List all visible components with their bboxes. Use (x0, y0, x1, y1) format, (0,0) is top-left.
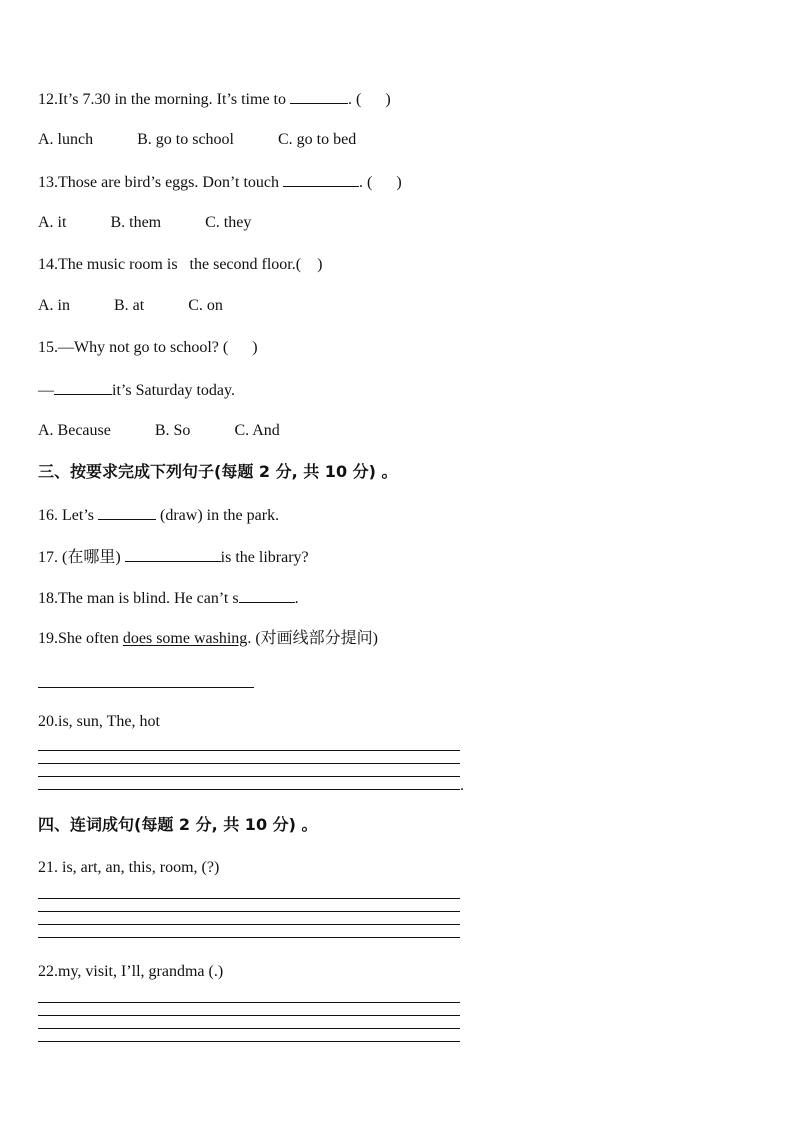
answer-blank[interactable] (98, 504, 156, 520)
period-mark: . (460, 777, 464, 794)
option-b[interactable]: B. them (110, 214, 162, 231)
writing-line[interactable] (38, 1028, 460, 1029)
underlined-phrase: does some washing (122, 630, 248, 647)
question-12-stem: 12.It’s 7.30 in the morning. It’s time to (38, 91, 290, 108)
question-13-stem: 13.Those are bird’s eggs. Don’t touch (38, 174, 283, 191)
answer-blank[interactable] (125, 546, 221, 562)
answer-blank[interactable] (54, 379, 112, 395)
writing-line[interactable] (38, 937, 460, 938)
question-15-answer-line (38, 379, 235, 401)
writing-line[interactable] (38, 1015, 460, 1016)
dash: — (38, 382, 54, 399)
question-12-options (38, 130, 400, 150)
question-16: 16. Let’s (draw) in the park. (38, 504, 279, 526)
option-c[interactable]: C. they (205, 214, 252, 231)
question-21: 21. is, art, an, this, room, (?) (38, 859, 220, 876)
writing-line[interactable] (38, 789, 460, 790)
option-a[interactable]: A. it (38, 214, 67, 231)
question-14-options (38, 296, 267, 316)
writing-line[interactable] (38, 1041, 460, 1042)
option-a[interactable]: A. in (38, 297, 70, 314)
writing-line[interactable] (38, 750, 460, 751)
question-14-stem: 14.The music room is the second floor.( ) (38, 256, 323, 273)
option-a[interactable]: A. Because (38, 422, 111, 439)
answer-bracket: . ( ) (347, 91, 391, 108)
writing-line[interactable] (38, 911, 460, 912)
section-3-title: 三、按要求完成下列句子(每题 2 分, 共 10 分) 。 (38, 462, 398, 481)
option-c[interactable]: C. go to bed (278, 131, 357, 148)
answer-blank[interactable] (283, 171, 359, 187)
question-15-stem: 15.—Why not go to school? ( ) (38, 339, 258, 356)
question-12 (38, 88, 391, 110)
answer-line-19[interactable] (38, 687, 254, 688)
writing-line[interactable] (38, 763, 460, 764)
answer-bracket: . ( ) (359, 174, 402, 191)
writing-line[interactable] (38, 898, 460, 899)
writing-line[interactable] (38, 924, 460, 925)
question-20: 20.is, sun, The, hot (38, 713, 160, 730)
question-19: 19.She often does some washing. (对画线部分提问) (38, 630, 378, 647)
question-13-options (38, 213, 295, 233)
question-18: 18.The man is blind. He can’t s . (38, 587, 299, 609)
question-13 (38, 171, 402, 193)
question-22: 22.my, visit, I’ll, grandma (.) (38, 963, 224, 980)
writing-line[interactable] (38, 1002, 460, 1003)
question-14 (38, 255, 322, 275)
option-c[interactable]: C. on (188, 297, 223, 314)
option-c[interactable]: C. And (234, 422, 280, 439)
option-b[interactable]: B. at (114, 297, 145, 314)
question-15-options (38, 421, 324, 441)
option-a[interactable]: A. lunch (38, 131, 94, 148)
question-17: 17. (在哪里) is the library? (38, 546, 309, 568)
writing-line[interactable] (38, 776, 460, 777)
option-b[interactable]: B. go to school (137, 131, 234, 148)
answer-blank[interactable] (290, 88, 348, 104)
option-b[interactable]: B. So (154, 422, 191, 439)
question-15 (38, 338, 258, 358)
section-4-title: 四、连词成句(每题 2 分, 共 10 分) 。 (38, 815, 318, 834)
answer-blank[interactable] (239, 587, 295, 603)
answer-text: it’s Saturday today. (112, 382, 235, 399)
